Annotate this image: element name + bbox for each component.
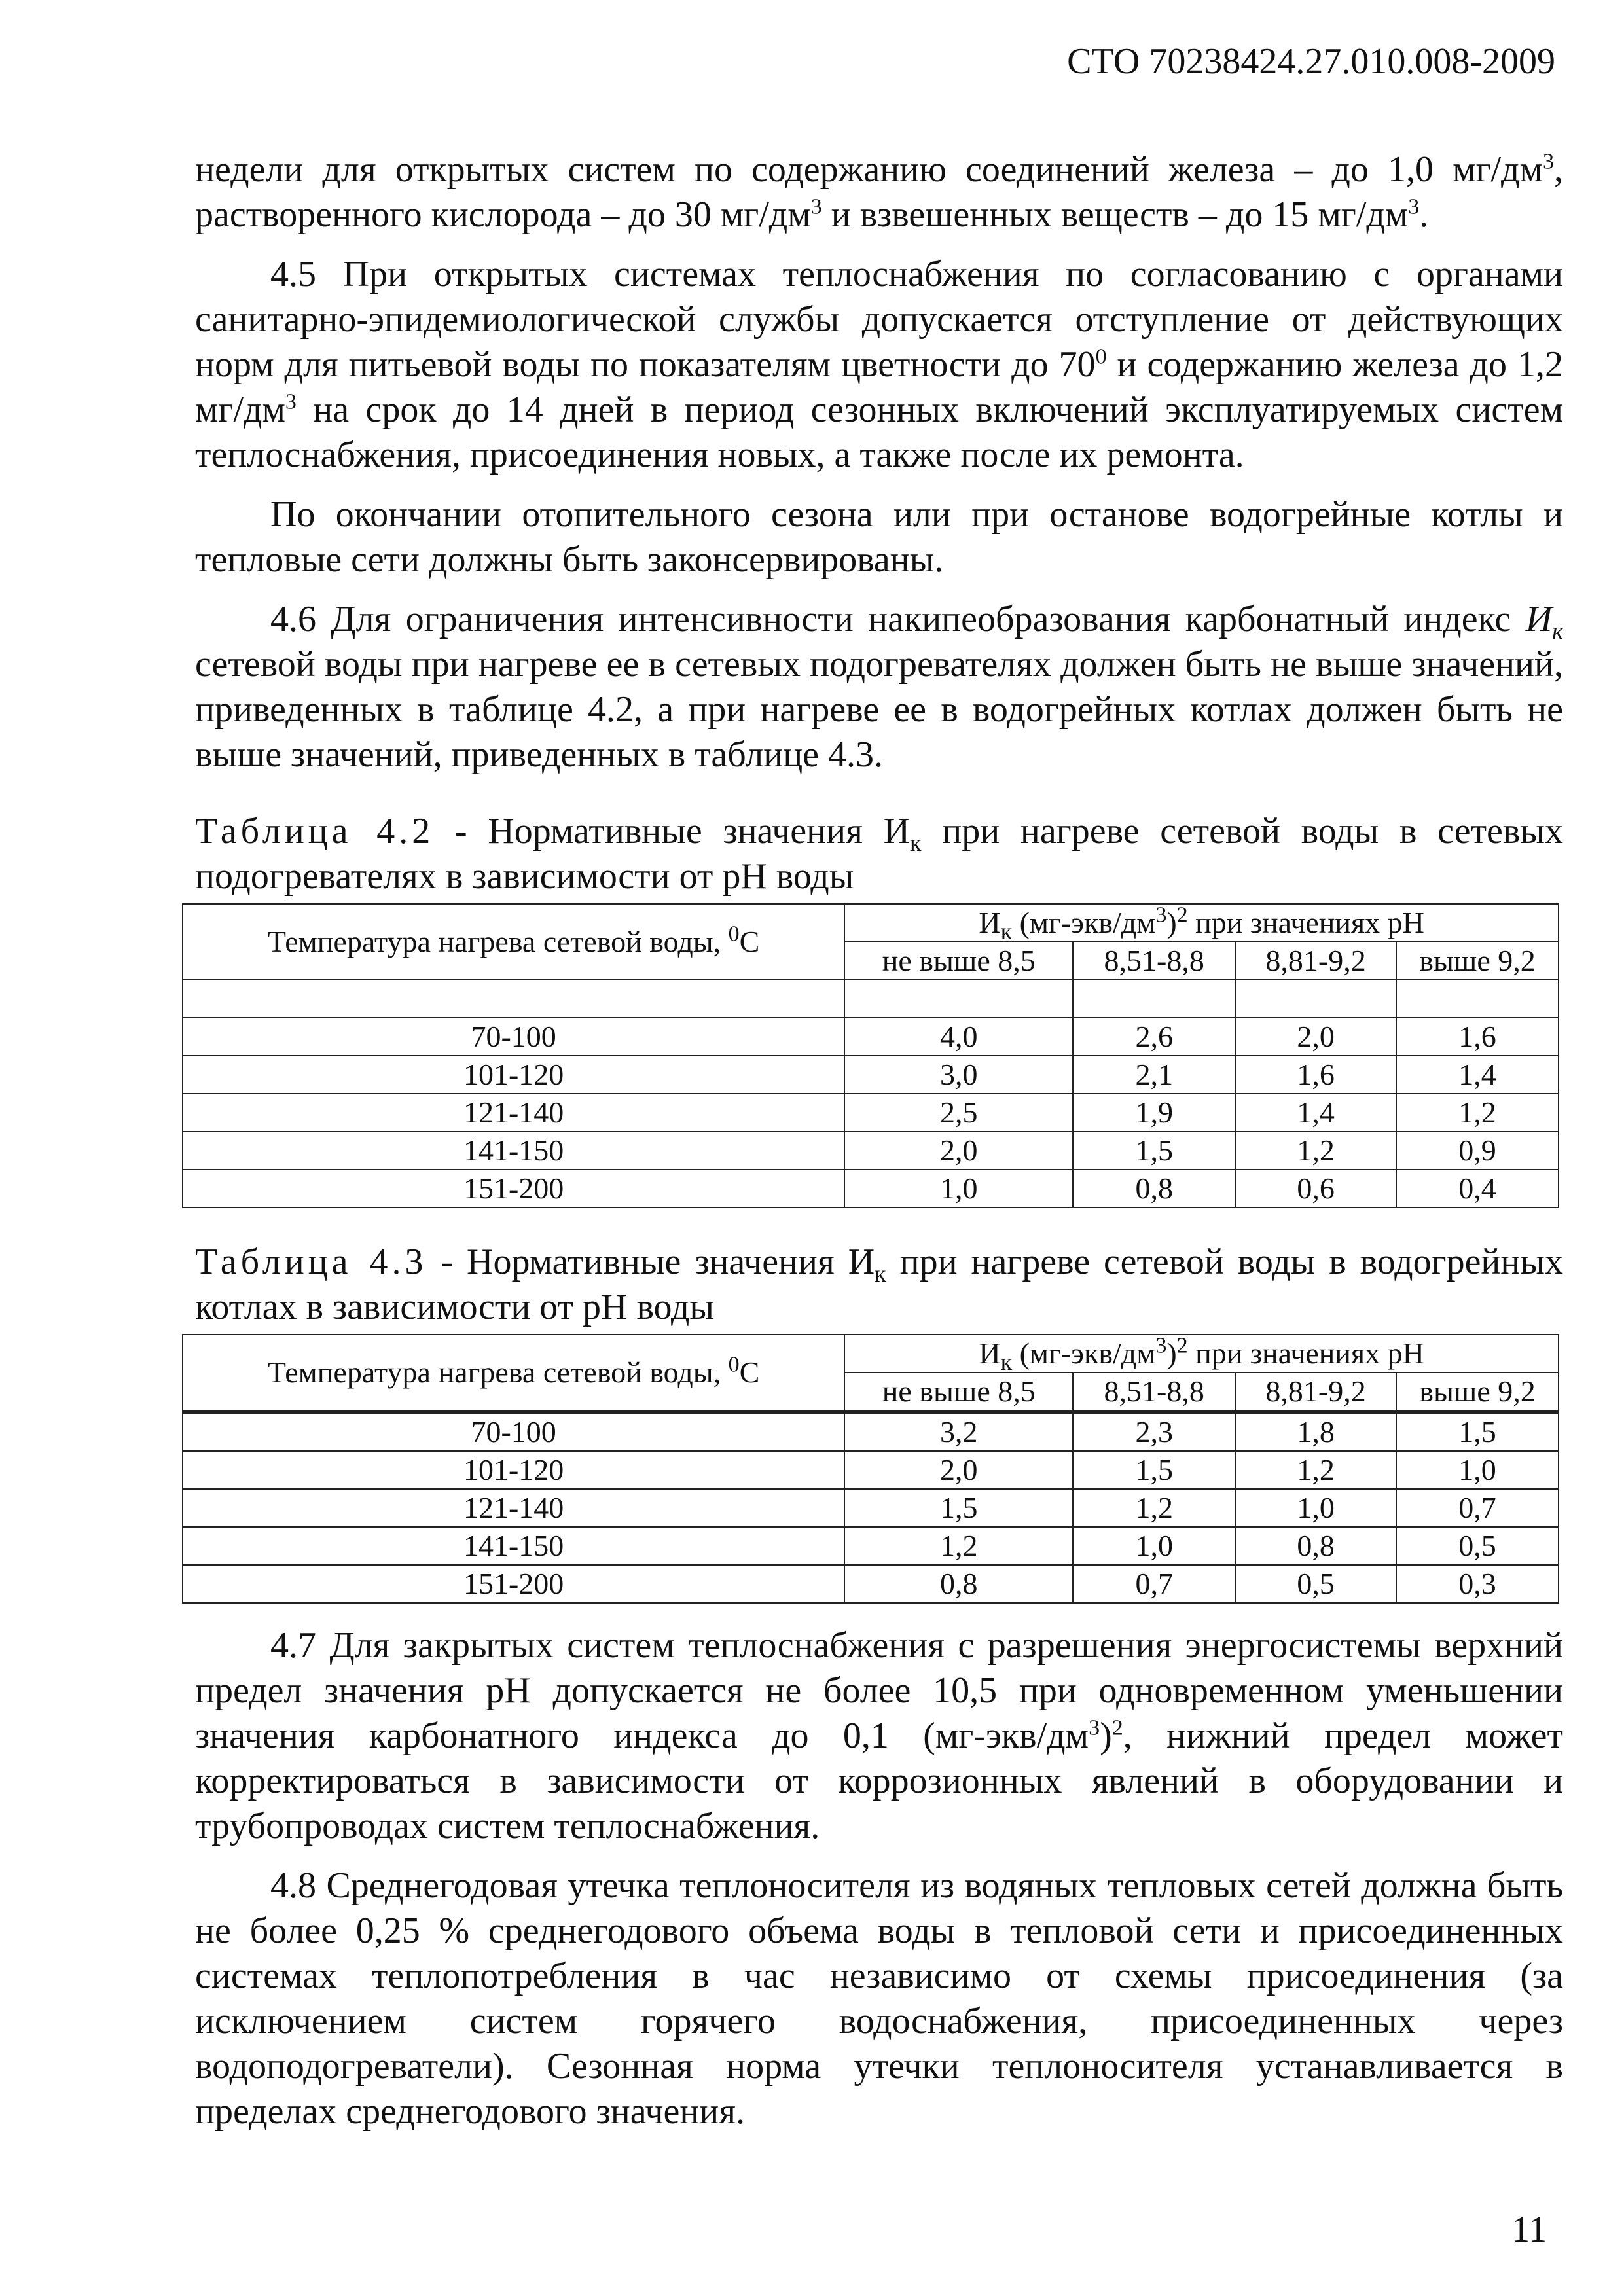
column-header-temperature: Температура нагрева сетевой воды, $^0$С bbox=[183, 1335, 844, 1412]
table-4-3-caption: Таблица 4.3 - Нормативные значения $И_к$ при нагреве сетевой воды в водогрейных котлах в зависимости от рН воды bbox=[195, 1242, 1563, 1327]
table-row: 70-100 3,2 2,3 1,8 1,5 bbox=[183, 1412, 1559, 1451]
column-header-ph: 8,51-8,8 bbox=[1073, 942, 1235, 980]
table-row: 151-200 1,0 0,8 0,6 0,4 bbox=[183, 1170, 1559, 1208]
paragraph-4-7: 4.7 Для закрытых систем теплоснабжения с разрешения энергосистемы верхний предел значения рН допускается не более 10,5 при одновременном уменьшении значения карбонатного индекса до 0,1 $(мг-экв/дм^3)^2$, нижний предел может корректироваться в зависимости от коррозионных явлений в оборудовании и трубопроводах систем теплоснабжения. bbox=[195, 1625, 1563, 1846]
table-row: 141-150 2,0 1,5 1,2 0,9 bbox=[183, 1132, 1559, 1170]
table-row: 121-140 2,5 1,9 1,4 1,2 bbox=[183, 1094, 1559, 1132]
table-row: 70-100 4,0 2,6 2,0 1,6 bbox=[183, 1018, 1559, 1056]
paragraph-4-8: 4.8 Среднегодовая утечка теплоносителя из водяных тепловых сетей должна быть не более 0,25 % среднегодового объема воды в тепловой сети и присоединенных системах теплопотребления в час независимо от схемы присоединения (за исключением систем горячего водоснабжения, присоединенных через водоподогреватели). Сезонная норма утечки теплоносителя устанавливается в пределах среднегодового значения. bbox=[195, 1865, 1563, 2132]
table-row: 141-150 1,2 1,0 0,8 0,5 bbox=[183, 1527, 1559, 1565]
page-number: 11 bbox=[1511, 2210, 1547, 2250]
table-4-2 bbox=[182, 903, 1559, 1208]
table-row: 121-140 1,5 1,2 1,0 0,7 bbox=[183, 1489, 1559, 1527]
table-4-3 bbox=[182, 1334, 1559, 1604]
table-row: 101-120 3,0 2,1 1,6 1,4 bbox=[183, 1056, 1559, 1094]
column-header-ph: не выше 8,5 bbox=[844, 1372, 1073, 1412]
column-header-ph: 8,81-9,2 bbox=[1235, 1372, 1396, 1412]
table-row: 151-200 0,8 0,7 0,5 0,3 bbox=[183, 1565, 1559, 1603]
column-group-header: $И_к$ $(мг-экв/дм^3)^2$ при значениях рН bbox=[844, 1335, 1559, 1372]
column-header-ph: 8,51-8,8 bbox=[1073, 1372, 1235, 1412]
paragraph-4-5: 4.5 При открытых системах теплоснабжения по согласованию с органами санитарно-эпидемиологической службы допускается отступление от действующих норм для питьевой воды по показателям цветности до $70^0$ и содержанию железа до 1,2 $мг/дм^3$ на срок до 14 дней в период сезонных включений эксплуатируемых систем теплоснабжения, присоединения новых, а также после их ремонта. bbox=[195, 254, 1564, 475]
table-row-empty bbox=[183, 980, 1559, 1018]
column-header-ph: выше 9,2 bbox=[1396, 942, 1559, 980]
column-header-temperature: Температура нагрева сетевой воды, $^0$С bbox=[183, 904, 844, 980]
table-row: 101-120 2,0 1,5 1,2 1,0 bbox=[183, 1451, 1559, 1489]
column-header-ph: не выше 8,5 bbox=[844, 942, 1073, 980]
table-4-2-caption: Таблица 4.2 - Нормативные значения $И_к$ при нагреве сетевой воды в сетевых подогревателях в зависимости от рН воды bbox=[195, 811, 1563, 897]
column-group-header: $И_к$ $(мг-экв/дм^3)^2$ при значениях рН bbox=[844, 904, 1559, 942]
paragraph-4-6: 4.6 Для ограничения интенсивности накипеобразования карбонатный индекс $И_к$ сетевой воды при нагреве ее в сетевых подогревателях должен быть не выше значений, приведенных в таблице 4.2, а при нагреве ее в водогрейных котлах должен быть не выше значений, приведенных в таблице 4.3. bbox=[195, 599, 1563, 775]
paragraph-continuation: недели для открытых систем по содержанию соединений железа – до 1,0 $мг/дм^3$, растворенного кислорода – до 30 $мг/дм^3$ и взвешенных веществ – до 15 $мг/дм^3$. bbox=[195, 149, 1563, 235]
document-code: СТО 70238424.27.010.008-2009 bbox=[1067, 41, 1555, 82]
column-header-ph: выше 9,2 bbox=[1396, 1372, 1559, 1412]
paragraph-conservation: По окончании отопительного сезона или при останове водогрейные котлы и тепловые сети должны быть законсервированы. bbox=[195, 494, 1563, 580]
document-body bbox=[195, 147, 1563, 2134]
column-header-ph: 8,81-9,2 bbox=[1235, 942, 1396, 980]
